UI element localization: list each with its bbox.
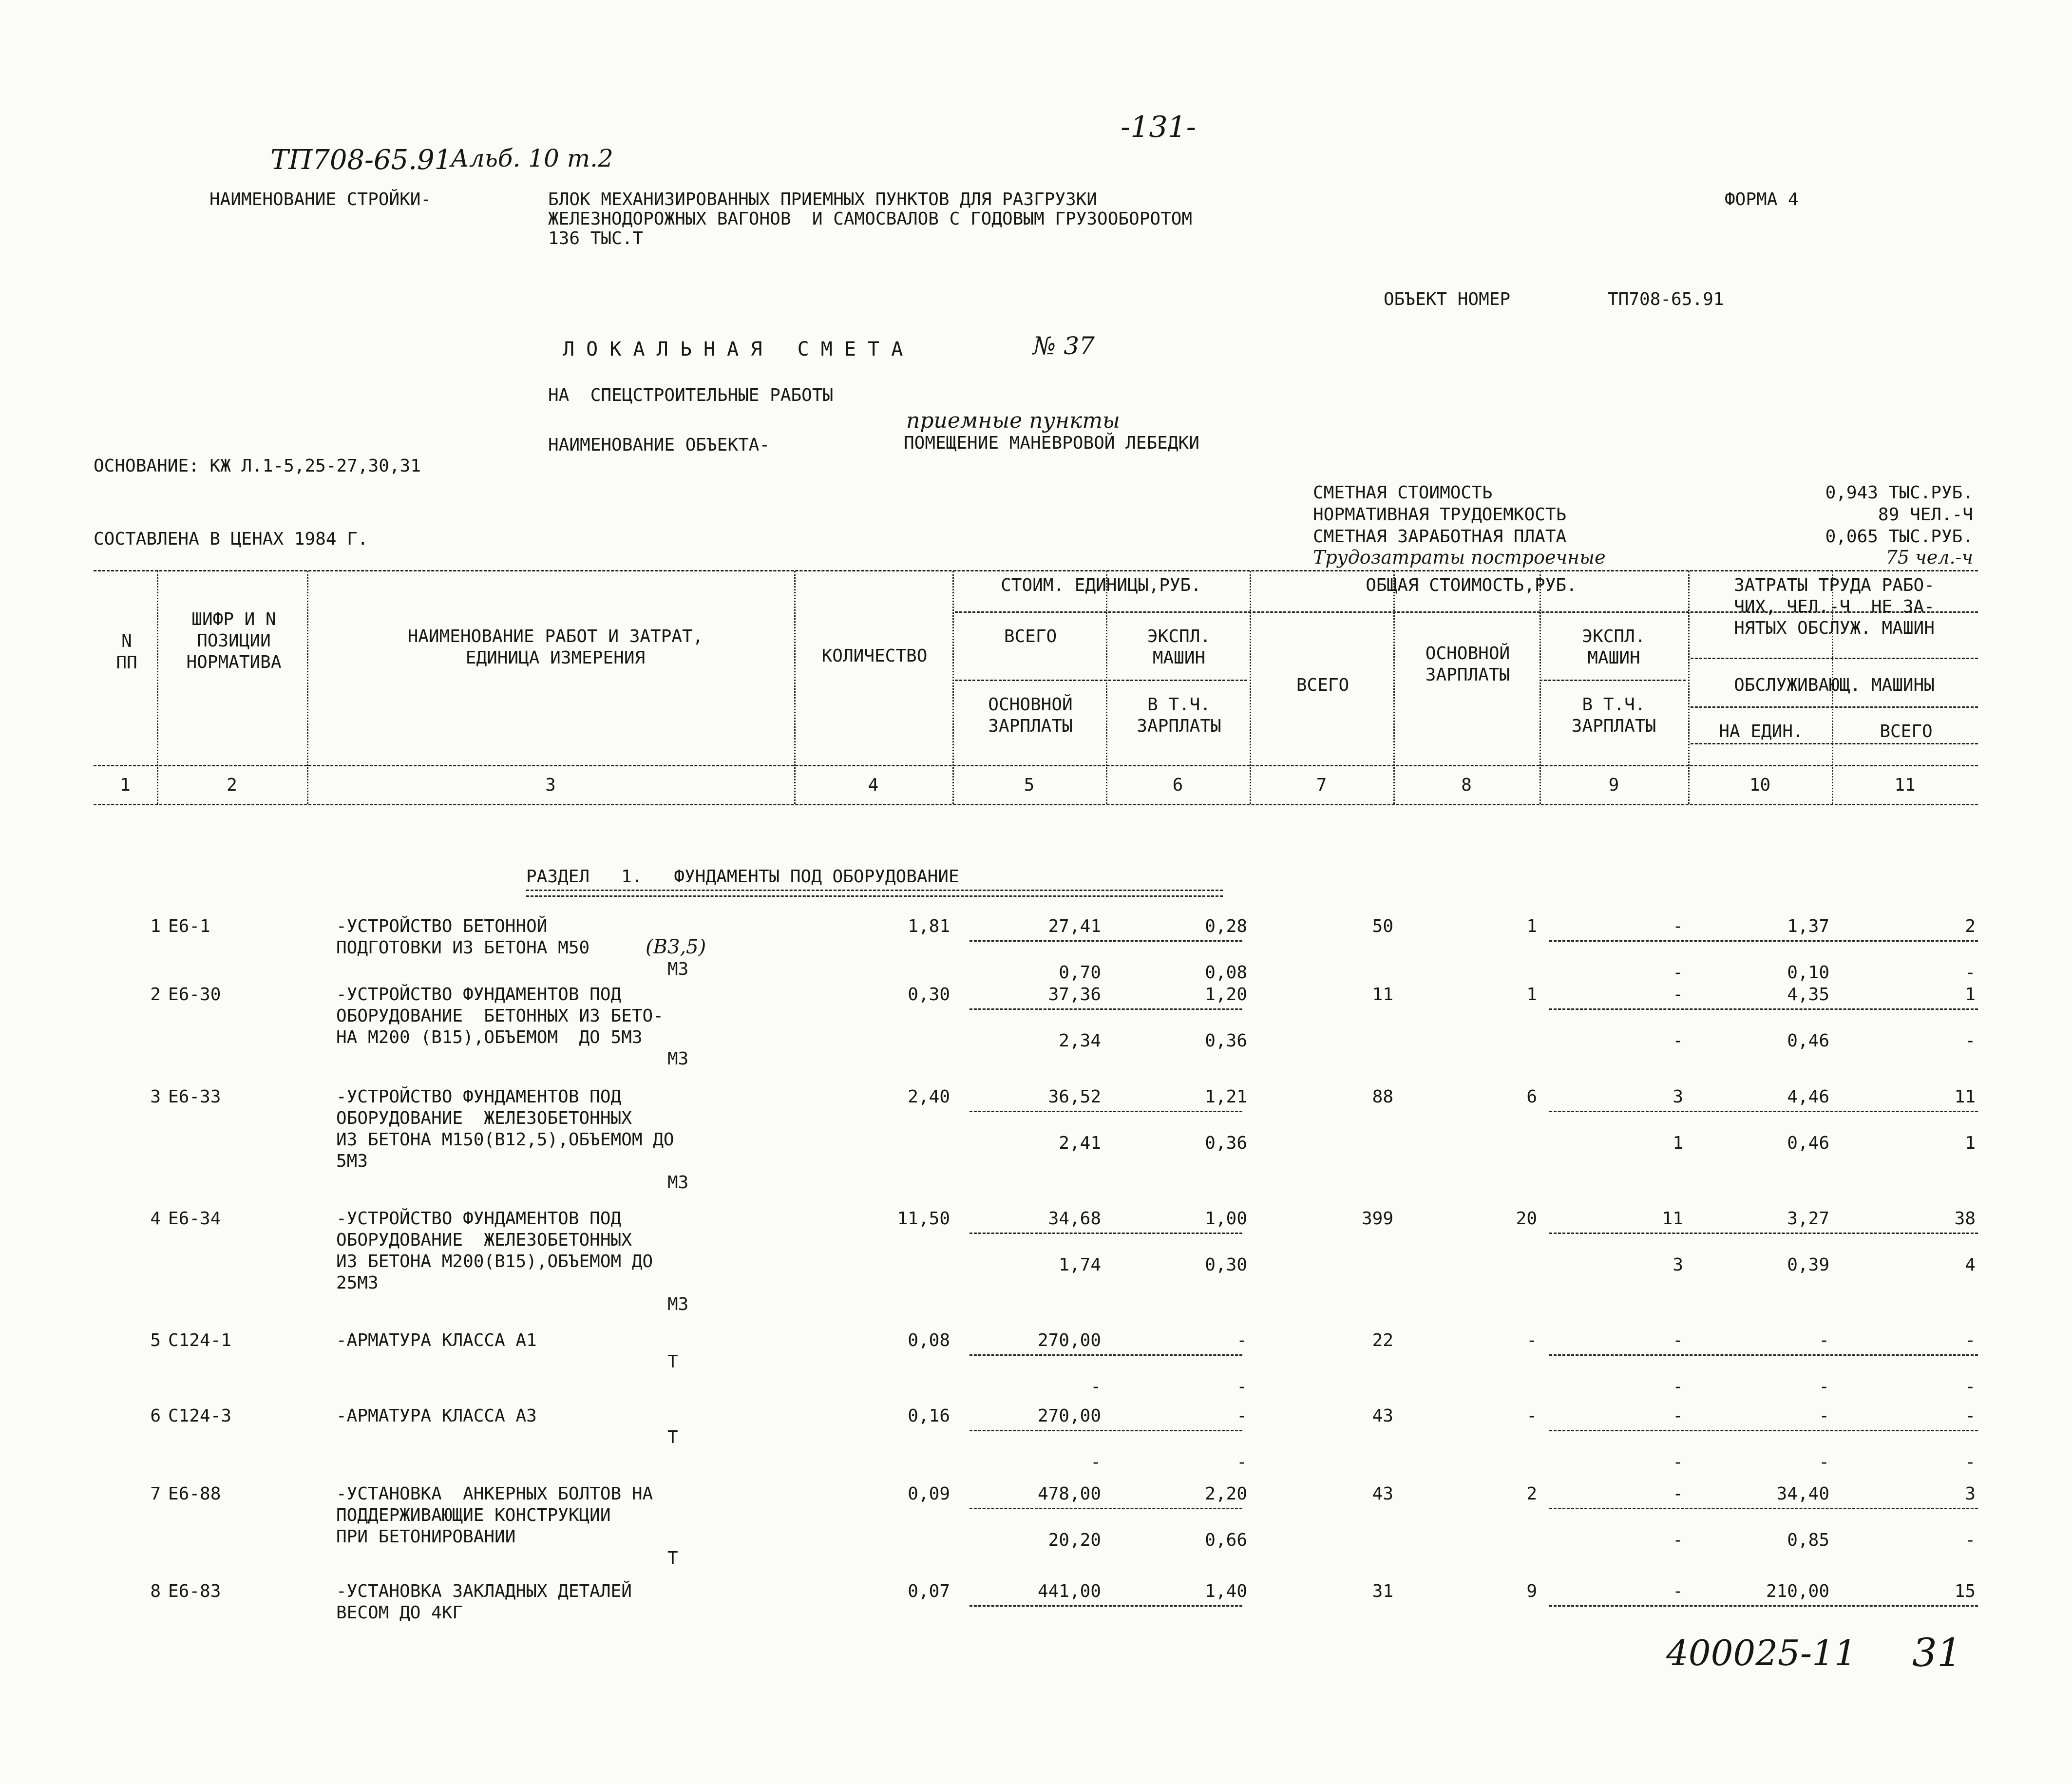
row-total-machines: 11 [1662,1209,1683,1229]
row-total-cost: 50 [1372,916,1393,936]
row-number: 8 [150,1581,161,1601]
header-labor: ЗАТРАТЫ ТРУДА РАБО- ЧИХ, ЧЕЛ.-Ч НЕ ЗА- НЯТЫХ ОБСЛУЖ. МАШИН [1734,575,1935,638]
row-labor-unit: 4,35 [1787,985,1829,1005]
row-sub-rule [969,1008,1242,1010]
row-unit-cost-machines: - [1236,1330,1247,1350]
row-labor-total: 1 [1965,985,1976,1005]
column-separator [952,571,954,804]
row-total-machines: - [1673,1406,1683,1426]
row-sub-rule [969,1354,1242,1356]
header-total-cost: ОБЩАЯ СТОИМОСТЬ,РУБ. [1366,575,1577,595]
header-col-6b: В Т.Ч. ЗАРПЛАТЫ [1137,695,1221,736]
row-unit: М3 [667,1173,689,1193]
header-col-5a: ВСЕГО [1004,626,1057,646]
row-unit-cost-total: 441,00 [1037,1581,1101,1601]
row-quantity: 11,50 [897,1209,950,1229]
header-number-9: 9 [1608,775,1619,795]
row-sub-rule [969,1430,1242,1431]
row-quantity: 0,08 [908,1330,950,1350]
row-total-wages: 1 [1526,916,1537,936]
row-labor-machines-total: 4 [1965,1255,1976,1275]
row-sub-rule [969,1233,1242,1234]
row-labor-total: - [1965,1406,1976,1426]
header-number-3: 3 [545,775,556,795]
summary-label: СМЕТНАЯ СТОИМОСТЬ [1313,483,1493,503]
row-labor-machines-unit: 0,46 [1787,1133,1829,1153]
row-unit-wages: - [1090,1377,1101,1397]
row-description: -АРМАТУРА КЛАССА А3 [336,1406,537,1426]
row-labor-total: 11 [1954,1087,1976,1107]
row-sub-rule [1549,1233,1978,1234]
row-total-machines: 3 [1673,1087,1683,1107]
construction-label: НАИМЕНОВАНИЕ СТРОЙКИ- [209,190,432,209]
object-number-value: ТП708-65.91 [1608,289,1724,309]
row-total-machine-wages: - [1673,1530,1683,1550]
row-labor-unit: - [1819,1406,1829,1426]
row-labor-total: - [1965,1330,1976,1350]
row-number: 7 [150,1484,161,1504]
row-description: -УСТРОЙСТВО ФУНДАМЕНТОВ ПОД ОБОРУДОВАНИЕ БЕТОННЫХ ИЗ БЕТО- НА М200 (В15),ОБЪЕМОМ ДО 5М3 [336,985,664,1047]
header-col-10: НА ЕДИН. [1719,721,1804,741]
header-bottom-rule [94,765,1978,766]
summary-label: Трудозатраты построечные [1313,547,1606,568]
header-col-7: ВСЕГО [1296,675,1350,695]
row-labor-unit: 1,37 [1787,916,1829,936]
row-total-machine-wages: - [1673,1377,1683,1397]
section-underline [526,890,1223,897]
row-description: -УСТРОЙСТВО БЕТОННОЙ ПОДГОТОВКИ ИЗ БЕТОНА М50 [336,916,590,958]
row-total-machine-wages: - [1673,1452,1683,1472]
labor-sub-rule-3 [1691,743,1978,744]
row-total-machine-wages: 3 [1673,1255,1683,1275]
row-total-cost: 11 [1372,985,1393,1005]
row-labor-total: 15 [1954,1581,1976,1601]
row-labor-machines-unit: 0,46 [1787,1031,1829,1051]
row-labor-unit: 4,46 [1787,1087,1829,1107]
row-unit-cost-total: 478,00 [1037,1484,1101,1504]
footer-sheet: 31 [1912,1630,1962,1675]
row-labor-machines-unit: - [1819,1377,1829,1397]
construction-line1: БЛОК МЕХАНИЗИРОВАННЫХ ПРИЕМНЫХ ПУНКТОВ ДЛЯ РАЗГРУЗКИ [548,190,1098,209]
row-total-wages: 2 [1526,1484,1537,1504]
row-total-cost: 43 [1372,1406,1393,1426]
row-labor-machines-total: - [1965,1530,1976,1550]
section-title: РАЗДЕЛ 1. ФУНДАМЕНТЫ ПОД ОБОРУДОВАНИЕ [526,867,959,887]
column-separator [1540,571,1541,804]
header-col-9b: В Т.Ч. ЗАРПЛАТЫ [1571,695,1656,736]
row-unit: М3 [667,959,689,979]
row-labor-machines-unit: - [1819,1452,1829,1472]
colnum-bottom-rule [94,804,1978,805]
row-unit-cost-total: 27,41 [1048,916,1101,936]
row-number: 1 [150,916,161,936]
unit-cost-sub-rule [955,680,1247,681]
row-total-wages: 1 [1526,985,1537,1005]
row-sub-rule [1549,940,1978,942]
row-total-machine-wages: - [1673,963,1683,983]
row-code: Е6-30 [168,985,221,1005]
row-unit-wages: 2,34 [1059,1031,1101,1051]
object-number-label: ОБЪЕКТ НОМЕР [1384,289,1511,309]
column-separator [307,571,308,804]
row-labor-total: 3 [1965,1484,1976,1504]
row-sub-rule [1549,1605,1978,1607]
row-sub-rule [1549,1008,1978,1010]
row-unit-machine-wages: - [1236,1452,1247,1472]
labor-sub-rule [1691,658,1978,659]
row-quantity: 0,16 [908,1406,950,1426]
construction-line2: ЖЕЛЕЗНОДОРОЖНЫХ ВАГОНОВ И САМОСВАЛОВ С ГОДОВЫМ ГРУЗООБОРОТОМ [548,209,1193,229]
row-unit-wages: 1,74 [1059,1255,1101,1275]
header-number-2: 2 [227,775,237,795]
row-unit-cost-machines: 2,20 [1205,1484,1247,1504]
column-separator [1688,571,1690,804]
row-total-machines: - [1673,1484,1683,1504]
header-col-11: ВСЕГО [1880,721,1933,741]
row-unit-machine-wages: 0,36 [1205,1031,1247,1051]
row-labor-machines-total: - [1965,1452,1976,1472]
row-total-wages: 6 [1526,1087,1537,1107]
header-number-8: 8 [1461,775,1472,795]
column-separator [1106,571,1107,804]
album-ref: Альб. 10 т.2 [451,144,613,172]
footer-code: 400025-11 [1666,1632,1857,1673]
header-unit-cost: СТОИМ. ЕДИНИЦЫ,РУБ. [1001,575,1201,595]
row-number: 4 [150,1209,161,1229]
row-total-machines: - [1673,1581,1683,1601]
row-sub-rule [969,1111,1242,1112]
row-unit-machine-wages: 0,36 [1205,1133,1247,1153]
row-sub-rule [1549,1430,1978,1431]
construction-line3: 136 ТЫС.Т [548,228,644,248]
doc-code: ТП708-65.91 [270,144,452,176]
row-quantity: 1,81 [908,916,950,936]
row-total-wages: - [1526,1406,1537,1426]
row-description: -УСТАНОВКА ЗАКЛАДНЫХ ДЕТАЛЕЙ ВЕСОМ ДО 4КГ [336,1581,632,1623]
row-labor-unit: 210,00 [1766,1581,1829,1601]
row-code: Е6-1 [168,916,210,936]
object-name-handwritten: приемные пункты [906,408,1120,433]
row-labor-machines-total: - [1965,1031,1976,1051]
row-number: 5 [150,1330,161,1350]
row-sub-rule [1549,1111,1978,1112]
row-unit: Т [667,1427,678,1447]
row-description: -УСТРОЙСТВО ФУНДАМЕНТОВ ПОД ОБОРУДОВАНИЕ ЖЕЛЕЗОБЕТОННЫХ ИЗ БЕТОНА М150(В12,5),ОБЪЕМОМ ДО 5М3 [336,1087,674,1171]
page-number: -131- [1121,110,1197,144]
object-name: ПОМЕЩЕНИЕ МАНЕВРОВОЙ ЛЕБЕДКИ [904,433,1199,453]
row-unit: Т [667,1548,678,1568]
summary-value: 89 ЧЕЛ.-Ч [1878,505,1973,525]
header-number-4: 4 [868,775,879,795]
row-sub-rule [969,1508,1242,1509]
row-total-cost: 31 [1372,1581,1393,1601]
header-col-8: ОСНОВНОЙ ЗАРПЛАТЫ [1425,644,1510,685]
header-col-9a: ЭКСПЛ. МАШИН [1582,626,1646,668]
row-number: 3 [150,1087,161,1107]
row-labor-machines-unit: 0,39 [1787,1255,1829,1275]
row-unit-machine-wages: 0,08 [1205,963,1247,983]
row-labor-unit: 34,40 [1776,1484,1829,1504]
row-unit-cost-machines: 1,00 [1205,1209,1247,1229]
row-unit-cost-machines: 1,21 [1205,1087,1247,1107]
row-description: -УСТАНОВКА АНКЕРНЫХ БОЛТОВ НА ПОДДЕРЖИВАЮЩИЕ КОНСТРУКЦИИ ПРИ БЕТОНИРОВАНИИ [336,1484,653,1547]
row-total-wages: - [1526,1330,1537,1350]
row-total-machines: - [1673,1330,1683,1350]
row-labor-machines-total: - [1965,1377,1976,1397]
row-quantity: 0,07 [908,1581,950,1601]
row-total-cost: 43 [1372,1484,1393,1504]
estimate-title: Л О К А Л Ь Н А Я С М Е Т А [563,338,903,361]
row-sub-rule [1549,1508,1978,1509]
column-separator [1393,571,1395,804]
row-code: Е6-83 [168,1581,221,1601]
row-unit-wages: 2,41 [1059,1133,1101,1153]
row-unit: Т [667,1352,678,1372]
row-sub-rule [1549,1354,1978,1356]
row-unit-cost-total: 36,52 [1048,1087,1101,1107]
summary-value: 0,943 ТЫС.РУБ. [1825,483,1973,503]
header-labor-mach: ОБСЛУЖИВАЮЩ. МАШИНЫ [1734,675,1935,695]
row-quantity: 2,40 [908,1087,950,1107]
header-col-6a: ЭКСПЛ. МАШИН [1147,626,1211,668]
row-code: Е6-34 [168,1209,221,1229]
row-description: -УСТРОЙСТВО ФУНДАМЕНТОВ ПОД ОБОРУДОВАНИЕ ЖЕЛЕЗОБЕТОННЫХ ИЗ БЕТОНА М200(В15),ОБЪЕМОМ ДО 25М3 [336,1209,653,1293]
row-total-cost: 88 [1372,1087,1393,1107]
row-labor-machines-total: 1 [1965,1133,1976,1153]
row-total-machine-wages: - [1673,1031,1683,1051]
estimate-number: № 37 [1033,332,1095,360]
row-total-wages: 9 [1526,1581,1537,1601]
row-unit-cost-total: 270,00 [1037,1330,1101,1350]
header-col-5b: ОСНОВНОЙ ЗАРПЛАТЫ [988,695,1073,736]
works-type: НА СПЕЦСТРОИТЕЛЬНЫЕ РАБОТЫ [548,385,834,405]
column-separator [1250,571,1251,804]
row-total-machine-wages: 1 [1673,1133,1683,1153]
row-unit-cost-machines: 1,20 [1205,985,1247,1005]
row-total-cost: 22 [1372,1330,1393,1350]
row-code: Е6-33 [168,1087,221,1107]
row-total-cost: 399 [1361,1209,1393,1229]
summary-value: 0,065 ТЫС.РУБ. [1825,527,1973,547]
summary-value: 75 чел.-ч [1885,547,1973,568]
basis: ОСНОВАНИЕ: КЖ Л.1-5,25-27,30,31 [94,456,421,476]
row-total-machines: - [1673,985,1683,1005]
column-separator [157,571,158,804]
row-unit-cost-total: 34,68 [1048,1209,1101,1229]
row-unit: М3 [667,1294,689,1314]
header-number-10: 10 [1749,775,1771,795]
row-labor-total: 38 [1954,1209,1976,1229]
row-unit-machine-wages: 0,30 [1205,1255,1247,1275]
row-labor-machines-unit: 0,85 [1787,1530,1829,1550]
row-labor-unit: 3,27 [1787,1209,1829,1229]
row-total-wages: 20 [1516,1209,1537,1229]
row-labor-machines-unit: 0,10 [1787,963,1829,983]
row-unit-wages: 0,70 [1059,963,1101,983]
row-unit-cost-machines: 1,40 [1205,1581,1247,1601]
summary-label: НОРМАТИВНАЯ ТРУДОЕМКОСТЬ [1313,505,1567,525]
row-unit-machine-wages: 0,66 [1205,1530,1247,1550]
header-top-rule [94,570,1978,571]
row-description-handwritten: (В3,5) [646,936,706,958]
total-sub-rule [1540,680,1686,681]
header-col-4: КОЛИЧЕСТВО [821,646,928,666]
row-code: С124-1 [168,1330,232,1350]
header-number-1: 1 [120,775,131,795]
header-col-2: ШИФР И N ПОЗИЦИИ НОРМАТИВА [186,609,282,672]
header-number-7: 7 [1316,775,1327,795]
header-col-1: N ПП [116,631,137,673]
header-number-11: 11 [1894,775,1916,795]
labor-sub-rule-2 [1691,706,1978,708]
row-sub-rule [969,1605,1242,1607]
row-unit-wages: - [1090,1452,1101,1472]
row-unit-wages: 20,20 [1048,1530,1101,1550]
column-separator [794,571,796,804]
row-labor-unit: - [1819,1330,1829,1350]
row-description: -АРМАТУРА КЛАССА А1 [336,1330,537,1350]
row-unit-cost-total: 37,36 [1048,985,1101,1005]
row-labor-machines-total: - [1965,963,1976,983]
form-number: ФОРМА 4 [1725,190,1799,209]
row-unit-cost-total: 270,00 [1037,1406,1101,1426]
row-number: 2 [150,985,161,1005]
price-basis: СОСТАВЛЕНА В ЦЕНАХ 1984 Г. [94,529,368,549]
row-number: 6 [150,1406,161,1426]
row-unit-cost-machines: - [1236,1406,1247,1426]
row-labor-total: 2 [1965,916,1976,936]
row-quantity: 0,09 [908,1484,950,1504]
object-name-label: НАИМЕНОВАНИЕ ОБЪЕКТА- [548,435,770,455]
row-quantity: 0,30 [908,985,950,1005]
row-code: Е6-88 [168,1484,221,1504]
row-sub-rule [969,940,1242,942]
row-code: С124-3 [168,1406,232,1426]
row-unit: М3 [667,1049,689,1069]
summary-label: СМЕТНАЯ ЗАРАБОТНАЯ ПЛАТА [1313,527,1567,547]
header-number-6: 6 [1172,775,1183,795]
header-col-3: НАИМЕНОВАНИЕ РАБОТ И ЗАТРАТ, ЕДИНИЦА ИЗМЕРЕНИЯ [407,626,703,668]
row-total-machines: - [1673,916,1683,936]
row-unit-cost-machines: 0,28 [1205,916,1247,936]
row-unit-machine-wages: - [1236,1377,1247,1397]
header-number-5: 5 [1024,775,1035,795]
